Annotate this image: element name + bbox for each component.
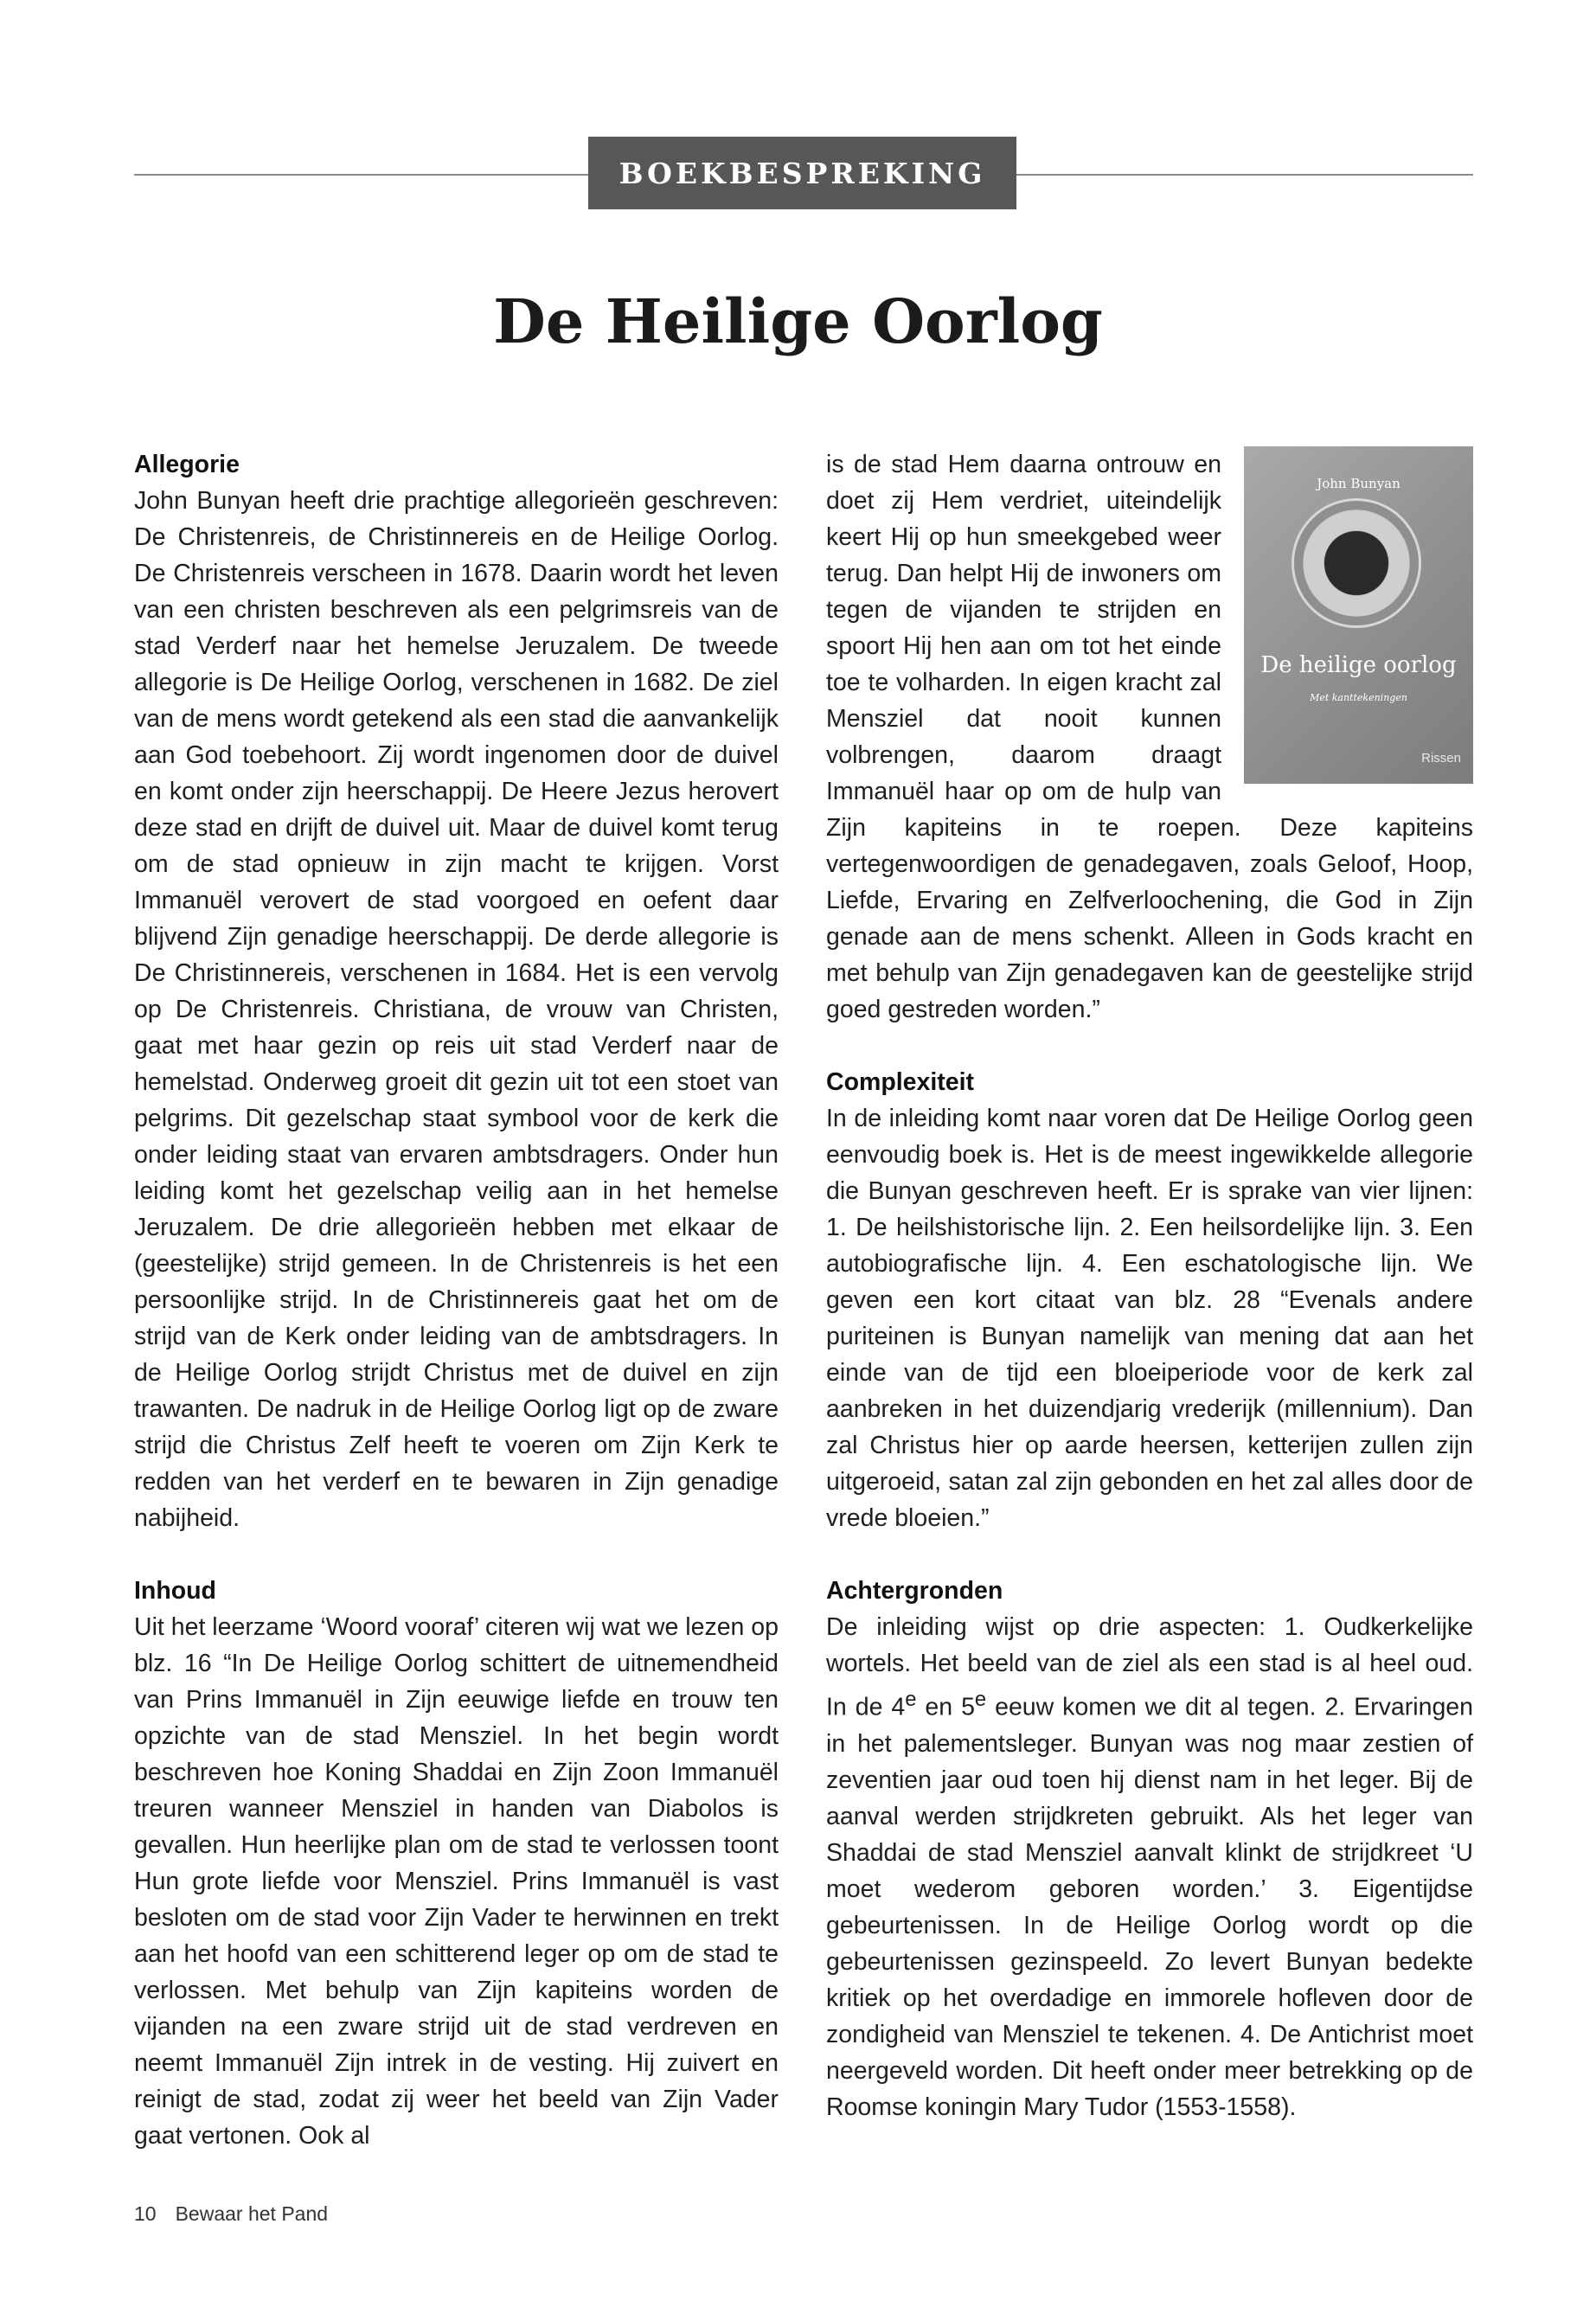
paragraph-complexiteit: In de inleiding komt naar voren dat De Heilige Oorlog geen eenvoudig boek is. Het is de meest ingewikkelde allegorie die Bunyan geschreven heeft. Er is sprake van vier lijnen: 1. De heilshistorische lijn. 2. Een heilsordelijke lijn. 3. Een autobiografische lijn. 4. Een eschatologische lijn. We geven een kort citaat van blz. 28 “Evenals andere puriteinen is Bunyan namelijk van mening dat aan het einde van de tijd een bloeiperiode voor de kerk zal aanbreken in het duizendjarig vrederijk (millennium). Dan zal Christus hier op aarde heersen, ketterijen zullen zijn uitgeroeid, satan zal zijn gebonden en het zal alles door de vrede bloeien.”	[826, 1105, 1473, 1532]
cover-title: De heilige oorlog	[1260, 652, 1457, 678]
cover-subtitle: Met kanttekeningen	[1310, 692, 1407, 703]
right-column	[826, 446, 1473, 2125]
text-segment: De inleiding wijst op drie aspecten: 1. Oudkerkelijke wortels. Het beeld van de ziel als een stad is al heel oud. In de 4	[826, 1613, 1473, 1721]
header-rule-right	[1016, 174, 1473, 176]
paragraph-inhoud-continued: is de stad Hem daarna ontrouw en doet zij Hem verdriet, uiteindelijk keert Hij op hun smeekgebed weer terug. Dan helpt Hij de inwoners om tegen de vijanden te strijden en spoort Hij hen aan om tot het einde toe te volharden. In eigen kracht zal Mensziel dat nooit kunnen volbrengen, daarom draagt Immanuël haar op om de hulp van Zijn kapiteins in te roepen. Deze kapiteins vertegenwoordigen de genadegaven, zoals Geloof, Hoop, Liefde, Ervaring en Zelfverloochening, die God in Zijn genade aan de mens schenkt. Alleen in Gods kracht en met behulp van Zijn genadegaven kan de geestelijke strijd goed gestreden worden.”	[826, 451, 1473, 1023]
text-segment: en 5	[916, 1693, 975, 1721]
cover-author: John Bunyan	[1317, 476, 1401, 491]
heading-allegorie: Allegorie	[134, 451, 240, 478]
heading-achtergronden: Achtergronden	[826, 1577, 1003, 1605]
header-rule-left	[134, 174, 588, 176]
left-column	[134, 446, 779, 2154]
heading-complexiteit: Complexiteit	[826, 1068, 975, 1096]
page-number: 10	[134, 2202, 157, 2225]
book-cover-image	[1244, 446, 1473, 784]
page-footer	[134, 2202, 328, 2226]
section-label: BOEKBESPREKING	[588, 137, 1016, 209]
paragraph-achtergronden	[826, 1609, 1473, 2125]
superscript: e	[974, 1688, 987, 1711]
paragraph-inhoud: Uit het leerzame ‘Woord vooraf’ citeren wij wat we lezen op blz. 16 “In De Heilige Oorlog schittert de uitnemendheid van Prins Immanuël in Zijn eeuwige liefde en trouw ten opzichte van de stad Mensziel. In het begin wordt beschreven hoe Koning Shaddai en Zijn Zoon Immanuël treuren wanneer Mensziel in handen van Diabolos is gevallen. Hun heerlijke plan om de stad te verlossen toont Hun grote liefde voor Mensziel. Prins Immanuël is vast besloten om de stad voor Zijn Vader te herwinnen en trekt aan het hoofd van een schitterend leger op om de stad te verlossen. Met behulp van Zijn kapiteins worden de vijanden na een zware strijd uit de stad verdreven en neemt Immanuël Zijn intrek in de vesting. Hij zuivert en reinigt de stad, zodat zij weer het beeld van Zijn Vader gaat vertonen. Ook al	[134, 1613, 779, 2150]
cover-publisher: Rissen	[1421, 751, 1461, 766]
superscript: e	[905, 1688, 917, 1711]
paragraph-allegorie: John Bunyan heeft drie prachtige allegorieën geschreven: De Christenreis, de Christinnereis en de Heilige Oorlog. De Christenreis verscheen in 1678. Daarin wordt het leven van een christen beschreven als een pelgrimsreis van de stad Verderf naar het hemelse Jeruzalem. De tweede allegorie is De Heilige Oorlog, verschenen in 1682. De ziel van de mens wordt getekend als een stad die aanvankelijk aan God toebehoort. Zij wordt ingenomen door de duivel en komt onder zijn heerschappij. De Heere Jezus herovert deze stad en drijft de duivel uit. Maar de duivel komt terug om de stad opnieuw in zijn macht te krijgen. Vorst Immanuël verovert de stad voorgoed en oefent daar blijvend Zijn genadige heerschappij. De derde allegorie is De Christinnereis, verschenen in 1684. Het is een vervolg op De Christenreis. Christiana, de vrouw van Christen, gaat met haar gezin op reis uit stad Verderf naar de hemelstad. Onderweg groeit dit gezin uit tot een stoet van pelgrims. Dit gezelschap staat symbool voor de kerk die onder leiding staat van ervaren ambtsdragers. Onder hun leiding komt het gezelschap veilig aan in het hemelse Jeruzalem. De drie allegorieën hebben met elkaar de (geestelijke) strijd gemeen. In de Christenreis is het een persoonlijke strijd. In de Christinnereis gaat het om de strijd van de Kerk onder leiding van de ambtsdragers. In de Heilige Oorlog strijdt Christus met de duivel en zijn trawanten. De nadruk in de Heilige Oorlog ligt op de zware strijd die Christus Zelf heeft te voeren om Zijn Kerk te redden van het verderf en te bewaren in Zijn genadige nabijheid.	[134, 487, 779, 1532]
heading-inhoud: Inhoud	[134, 1577, 216, 1605]
magazine-name: Bewaar het Pand	[175, 2202, 329, 2225]
portrait-medallion	[1292, 498, 1421, 628]
text-segment: eeuw komen we dit al tegen. 2. Ervaringen in het palementsleger. Bunyan was nog maar zestien of zeventien jaar oud toen hij dienst nam in het leger. Bij de aanval werden strijdkreten gebruikt. Als het leger van Shaddai de stad Mensziel aanvalt klinkt de strijdkreet ‘U moet wederom geboren worden.’ 3. Eigentijdse gebeurtenissen. In de Heilige Oorlog wordt op die gebeurtenissen gezinspeeld. Zo levert Bunyan bedekte kritiek op het overdadige en immorele hofleven door de zondigheid van Mensziel te tekenen. 4. De Antichrist moet neergeveld worden. Dit heeft onder meer betrekking op de Roomse koningin Mary Tudor (1553-1558).	[826, 1693, 1473, 2121]
article-title: De Heilige Oorlog	[493, 285, 1103, 357]
